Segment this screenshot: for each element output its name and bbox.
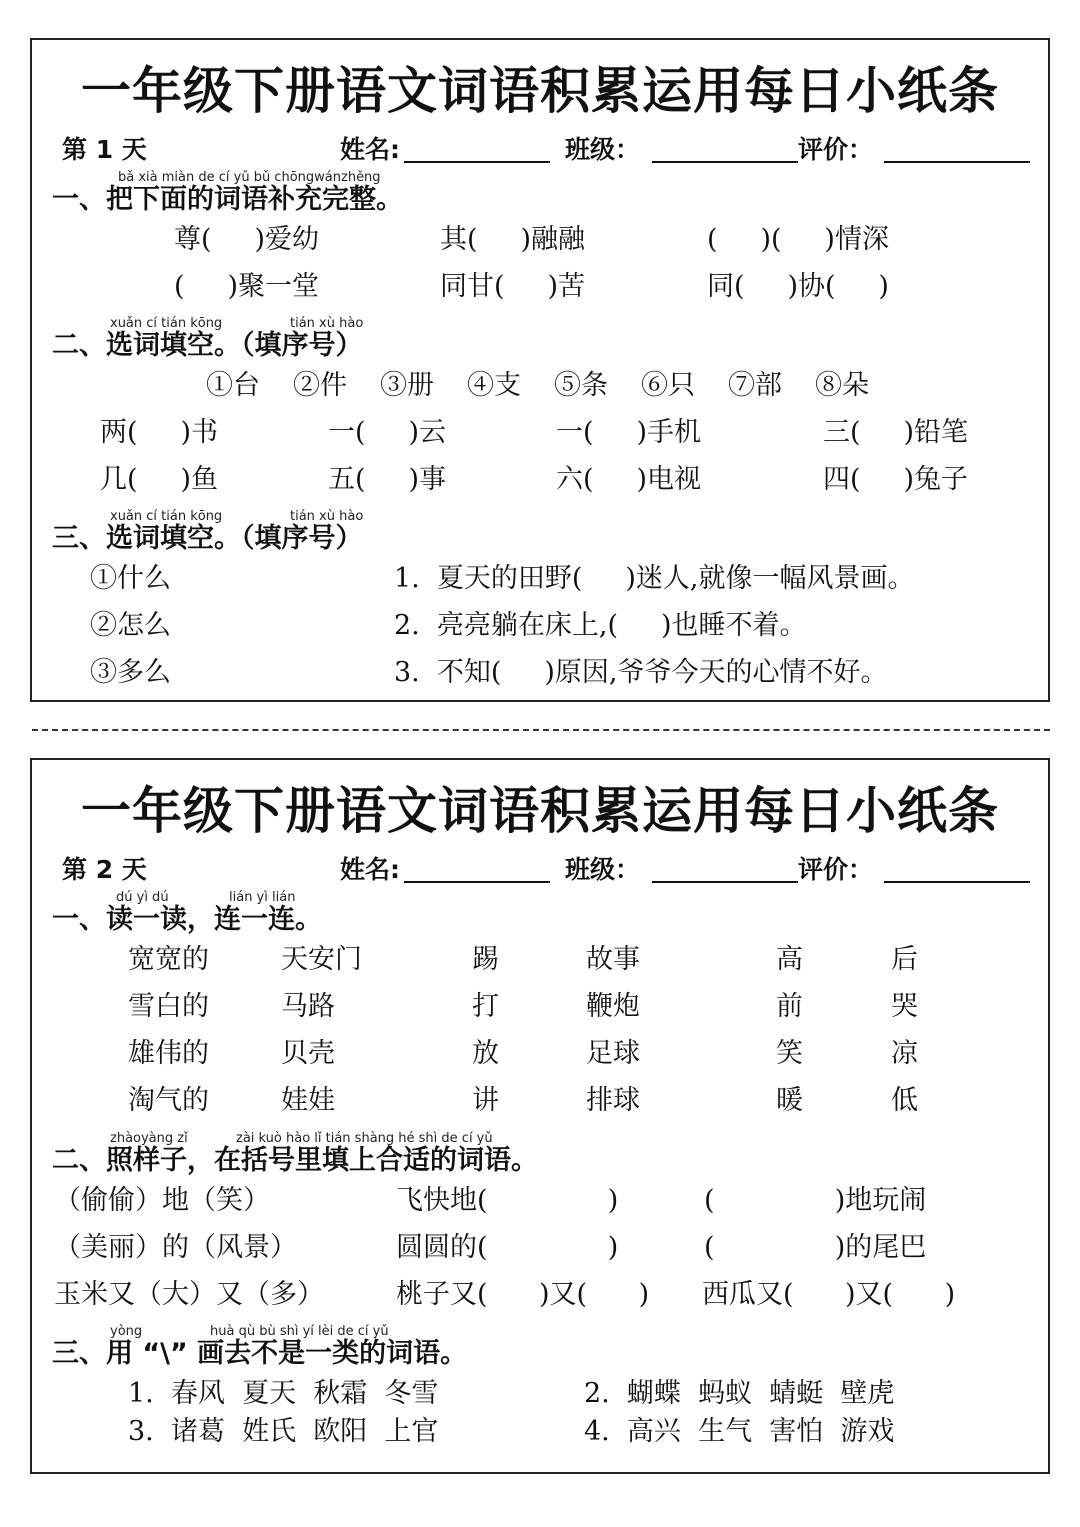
class-blank[interactable] bbox=[652, 161, 798, 163]
match-word[interactable]: 高 bbox=[776, 944, 803, 975]
section-pinyin: tián xù hào bbox=[290, 316, 364, 331]
name-label: 姓名: bbox=[340, 135, 400, 164]
example-phrase: （美丽）的（风景） bbox=[54, 1232, 297, 1263]
match-word[interactable]: 笑 bbox=[776, 1038, 803, 1069]
match-word[interactable]: 暖 bbox=[776, 1085, 803, 1116]
class-label: 班级： bbox=[565, 855, 641, 884]
day-label: 第 1 天 bbox=[62, 135, 147, 164]
section-heading: 一、把下面的词语补充完整。 bbox=[52, 184, 403, 215]
section-pinyin: xuǎn cí tián kōng bbox=[110, 316, 223, 331]
section-pinyin: bǎ xià miàn de cí yǔ bǔ chōngwánzhěng bbox=[118, 170, 381, 185]
section-pinyin: zài kuò hào lǐ tián shàng hé shì de cí yǔ bbox=[236, 1131, 493, 1146]
match-word[interactable]: 打 bbox=[472, 991, 499, 1022]
option: ②件 bbox=[293, 370, 347, 401]
section-pinyin: xuǎn cí tián kōng bbox=[110, 509, 223, 524]
section-heading: 三、用 “\” 画去不是一类的词语。 bbox=[52, 1338, 468, 1369]
fill-item[interactable]: 几( )鱼 bbox=[100, 464, 218, 495]
match-word[interactable]: 凉 bbox=[891, 1038, 918, 1069]
fill-item[interactable]: 西瓜又( )又( ) bbox=[702, 1279, 956, 1310]
match-word[interactable]: 讲 bbox=[472, 1085, 499, 1116]
fill-item[interactable]: 桃子又( )又( ) bbox=[396, 1279, 650, 1310]
match-word[interactable]: 马路 bbox=[281, 991, 335, 1022]
sentence[interactable]: 3. 不知( )原因,爷爷今天的心情不好。 bbox=[394, 657, 888, 688]
match-word[interactable]: 放 bbox=[472, 1038, 499, 1069]
section-pinyin: zhàoyàng zǐ bbox=[110, 1131, 188, 1146]
fill-item[interactable]: ( )地玩闹 bbox=[704, 1185, 927, 1216]
name-blank[interactable] bbox=[404, 881, 550, 883]
class-blank[interactable] bbox=[652, 881, 798, 883]
match-word[interactable]: 贝壳 bbox=[281, 1038, 335, 1069]
word-group[interactable]: 4. 高兴 生气 害怕 游戏 bbox=[584, 1416, 895, 1447]
example-phrase: （偷偷）地（笑） bbox=[54, 1185, 270, 1216]
grade-blank[interactable] bbox=[884, 161, 1030, 163]
day-label: 第 2 天 bbox=[62, 855, 147, 884]
fill-item[interactable]: 两( )书 bbox=[100, 417, 218, 448]
section-heading: 二、照样子，在括号里填上合适的词语。 bbox=[52, 1145, 538, 1176]
fill-item[interactable]: 同( )协( ) bbox=[707, 271, 889, 302]
section-pinyin: tián xù hào bbox=[290, 509, 364, 524]
name-label: 姓名: bbox=[340, 855, 400, 884]
word-group[interactable]: 2. 蝴蝶 蚂蚁 蜻蜓 壁虎 bbox=[584, 1378, 895, 1409]
match-word[interactable]: 雪白的 bbox=[128, 991, 209, 1022]
match-word[interactable]: 前 bbox=[776, 991, 803, 1022]
option: ⑤条 bbox=[554, 370, 608, 401]
fill-item[interactable]: 五( )事 bbox=[328, 464, 446, 495]
section-pinyin: dú yì dú bbox=[116, 890, 169, 905]
option: ①什么 bbox=[90, 563, 171, 594]
section-pinyin: yòng bbox=[110, 1324, 143, 1339]
fill-item[interactable]: 圆圆的( ) bbox=[396, 1232, 619, 1263]
section-heading: 三、选词填空。（填序号） bbox=[52, 523, 363, 554]
fill-item[interactable]: 尊( )爱幼 bbox=[174, 224, 319, 255]
word-group[interactable]: 3. 诸葛 姓氏 欧阳 上官 bbox=[128, 1416, 439, 1447]
match-word[interactable]: 娃娃 bbox=[281, 1085, 335, 1116]
fill-item[interactable]: 六( )电视 bbox=[556, 464, 701, 495]
fill-item[interactable]: 同甘( )苦 bbox=[440, 271, 585, 302]
option: ⑧朵 bbox=[815, 370, 869, 401]
class-label: 班级： bbox=[565, 135, 641, 164]
worksheet-day-1 bbox=[30, 38, 1050, 702]
match-word[interactable]: 鞭炮 bbox=[586, 991, 640, 1022]
match-word[interactable]: 天安门 bbox=[281, 944, 362, 975]
fill-item[interactable]: ( )( )情深 bbox=[707, 224, 889, 255]
match-word[interactable]: 宽宽的 bbox=[128, 944, 209, 975]
option: ①台 bbox=[206, 370, 260, 401]
worksheet-title: 一年级下册语文词语积累运用每日小纸条 bbox=[81, 62, 999, 120]
word-group[interactable]: 1. 春风 夏天 秋霜 冬雪 bbox=[128, 1378, 439, 1409]
option: ②怎么 bbox=[90, 610, 171, 641]
worksheet-title: 一年级下册语文词语积累运用每日小纸条 bbox=[81, 782, 999, 840]
fill-item[interactable]: ( )聚一堂 bbox=[174, 271, 319, 302]
option: ⑦部 bbox=[728, 370, 782, 401]
fill-item[interactable]: 四( )兔子 bbox=[823, 464, 968, 495]
fill-item[interactable]: 一( )云 bbox=[328, 417, 446, 448]
sentence[interactable]: 1. 夏天的田野( )迷人,就像一幅风景画。 bbox=[394, 563, 915, 594]
option: ⑥只 bbox=[641, 370, 695, 401]
match-word[interactable]: 哭 bbox=[891, 991, 918, 1022]
match-word[interactable]: 后 bbox=[891, 944, 918, 975]
match-word[interactable]: 雄伟的 bbox=[128, 1038, 209, 1069]
grade-label: 评价： bbox=[798, 135, 874, 164]
fill-item[interactable]: 飞快地( ) bbox=[396, 1185, 619, 1216]
match-word[interactable]: 踢 bbox=[472, 944, 499, 975]
match-word[interactable]: 排球 bbox=[586, 1085, 640, 1116]
match-word[interactable]: 故事 bbox=[586, 944, 640, 975]
section-heading: 二、选词填空。（填序号） bbox=[52, 330, 363, 361]
option: ③多么 bbox=[90, 657, 171, 688]
match-word[interactable]: 淘气的 bbox=[128, 1085, 209, 1116]
grade-label: 评价： bbox=[798, 855, 874, 884]
fill-item[interactable]: 其( )融融 bbox=[440, 224, 585, 255]
match-word[interactable]: 低 bbox=[891, 1085, 918, 1116]
fill-item[interactable]: 一( )手机 bbox=[556, 417, 701, 448]
section-pinyin: huà qù bù shì yí lèi de cí yǔ bbox=[210, 1324, 389, 1339]
match-word[interactable]: 足球 bbox=[586, 1038, 640, 1069]
section-pinyin: lián yì lián bbox=[229, 890, 296, 905]
cut-line bbox=[32, 729, 1050, 731]
sentence[interactable]: 2. 亮亮躺在床上,( )也睡不着。 bbox=[394, 610, 807, 641]
example-phrase: 玉米又（大）又（多） bbox=[54, 1279, 324, 1310]
name-blank[interactable] bbox=[404, 161, 550, 163]
option: ④支 bbox=[467, 370, 521, 401]
fill-item[interactable]: 三( )铅笔 bbox=[823, 417, 968, 448]
worksheet-day-2 bbox=[30, 758, 1050, 1474]
grade-blank[interactable] bbox=[884, 881, 1030, 883]
fill-item[interactable]: ( )的尾巴 bbox=[704, 1232, 927, 1263]
section-heading: 一、读一读，连一连。 bbox=[52, 904, 322, 935]
option: ③册 bbox=[380, 370, 434, 401]
